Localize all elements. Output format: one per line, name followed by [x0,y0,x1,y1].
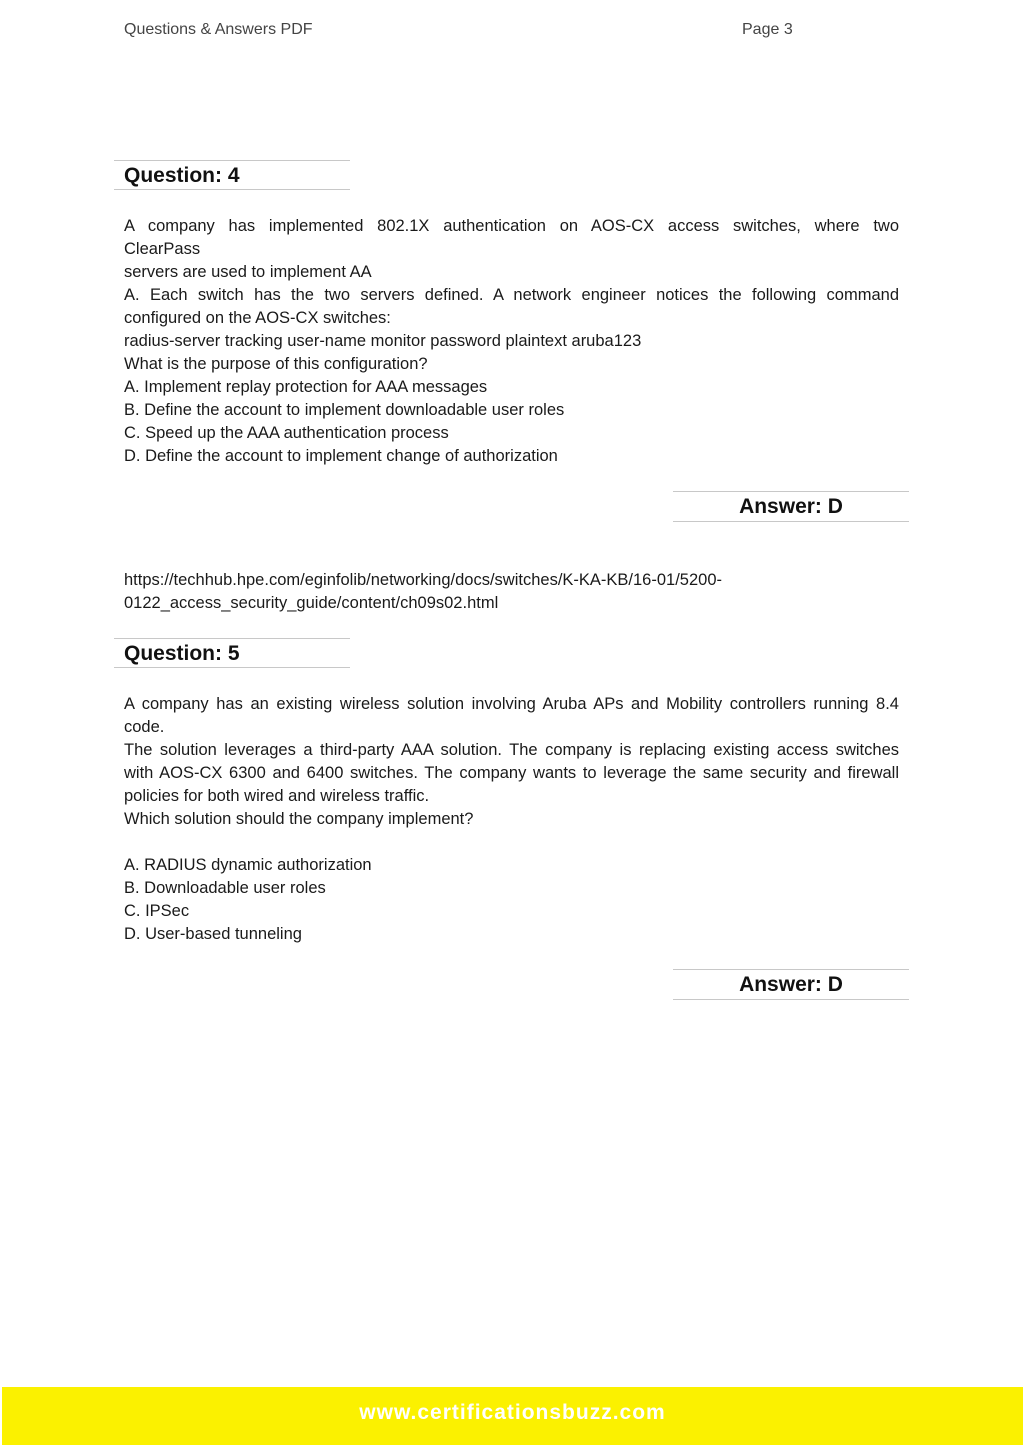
header-title: Questions & Answers PDF [124,21,313,38]
question-heading-label: Question: 4 [124,164,240,187]
answer-label: Answer: D [739,973,843,996]
answer-label: Answer: D [739,495,843,518]
answer-option: B. Define the account to implement downloadable user roles [124,401,565,419]
answer-option: D. Define the account to implement change of authorization [124,447,558,465]
question-line: with AOS-CX 6300 and 6400 switches. The company wants to leverage the same security and firewall [124,764,899,782]
answer-option: B. Downloadable user roles [124,879,326,897]
question-line: A company has implemented 802.1X authentication on AOS-CX access switches, where two [124,217,899,235]
footer-banner [2,1387,1023,1445]
question-line: radius-server tracking user-name monitor password plaintext aruba123 [124,332,642,350]
question-line: configured on the AOS-CX switches: [124,309,391,327]
question-4-reference [124,569,899,615]
question-line: ClearPass [124,240,201,258]
question-line: What is the purpose of this configuration? [124,355,428,373]
question-4-heading [114,160,350,190]
answer-option: A. Implement replay protection for AAA messages [124,378,488,396]
question-line: code. [124,718,165,736]
answer-option: C. Speed up the AAA authentication process [124,424,449,442]
answer-option: C. IPSec [124,902,190,920]
blank-line [124,831,899,854]
question-line: A. Each switch has the two servers defined. A network engineer notices the following command [124,286,899,304]
question-5-heading [114,638,350,668]
question-4-answer [673,491,909,522]
question-line: The solution leverages a third-party AAA solution. The company is replacing existing access switches [124,741,899,759]
page-number: Page 3 [742,21,793,38]
question-line: Which solution should the company implement? [124,810,474,828]
question-line: A company has an existing wireless solution involving Aruba APs and Mobility controllers running 8.4 [124,695,899,713]
reference-link[interactable]: https://techhub.hpe.com/eginfolib/networking/docs/switches/K-KA-KB/16-01/5200- [124,571,722,589]
question-5-body [124,693,899,946]
answer-option: A. RADIUS dynamic authorization [124,856,372,874]
answer-option: D. User-based tunneling [124,925,302,943]
question-5-answer [673,969,909,1000]
footer-url-link[interactable]: www.certificationsbuzz.com [359,1401,666,1424]
question-line: policies for both wired and wireless traffic. [124,787,430,805]
question-line: servers are used to implement AA [124,263,372,281]
reference-link[interactable]: 0122_access_security_guide/content/ch09s02.html [124,594,499,612]
question-heading-label: Question: 5 [124,642,240,665]
question-4-body [124,215,899,468]
